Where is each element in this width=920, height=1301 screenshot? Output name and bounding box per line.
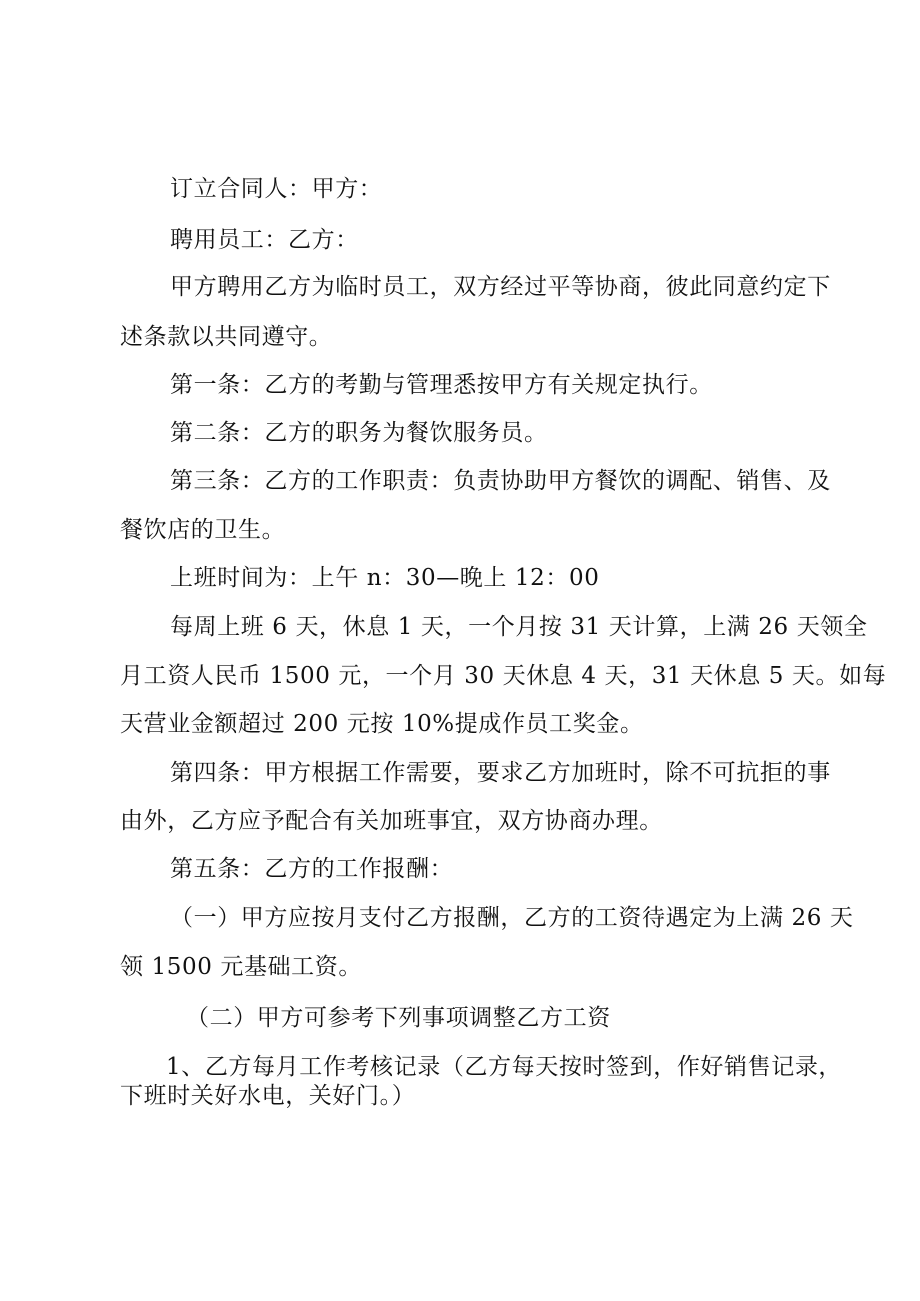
- article-1: 第一条：乙方的考勤与管理悉按甲方有关规定执行。: [170, 372, 713, 398]
- contract-party-line: 订立合同人：甲方：: [170, 176, 383, 202]
- article-5-heading: 第五条：乙方的工作报酬：: [170, 856, 454, 882]
- clause-2: （二）甲方可参考下列事项调整乙方工资: [186, 1005, 611, 1031]
- article-4-line-1: 第四条：甲方根据工作需要，要求乙方加班时，除不可抗拒的事: [170, 760, 831, 786]
- article-4-line-2: 由外，乙方应予配合有关加班事宜，双方协商办理。: [120, 808, 663, 834]
- intro-line-1: 甲方聘用乙方为临时员工，双方经过平等协商，彼此同意约定下: [170, 274, 831, 300]
- schedule-line-2: 月工资人民币 1500 元，一个月 30 天休息 4 天，31 天休息 5 天。如每: [120, 663, 887, 689]
- clause-1-line-1: （一）甲方应按月支付乙方报酬，乙方的工资待遇定为上满 26 天: [170, 905, 854, 931]
- article-2: 第二条：乙方的职务为餐饮服务员。: [170, 420, 548, 446]
- intro-line-2: 述条款以共同遵守。: [120, 324, 333, 350]
- schedule-line-3: 天营业金额超过 200 元按 10%提成作员工奖金。: [120, 711, 644, 737]
- work-hours: 上班时间为：上午 n：30—晚上 12：00: [170, 565, 600, 591]
- schedule-line-1: 每周上班 6 天，休息 1 天，一个月按 31 天计算，上满 26 天领全: [170, 614, 868, 640]
- article-3-line-1: 第三条：乙方的工作职责：负责协助甲方餐饮的调配、销售、及: [170, 468, 831, 494]
- item-1-line-1: 1、乙方每月工作考核记录（乙方每天按时签到，作好销售记录，: [166, 1054, 843, 1080]
- clause-1-line-2: 领 1500 元基础工资。: [120, 954, 362, 980]
- employee-line: 聘用员工：乙方：: [170, 227, 359, 253]
- item-1-line-2: 下班时关好水电，关好门。）: [120, 1083, 416, 1109]
- article-3-line-2: 餐饮店的卫生。: [120, 517, 286, 543]
